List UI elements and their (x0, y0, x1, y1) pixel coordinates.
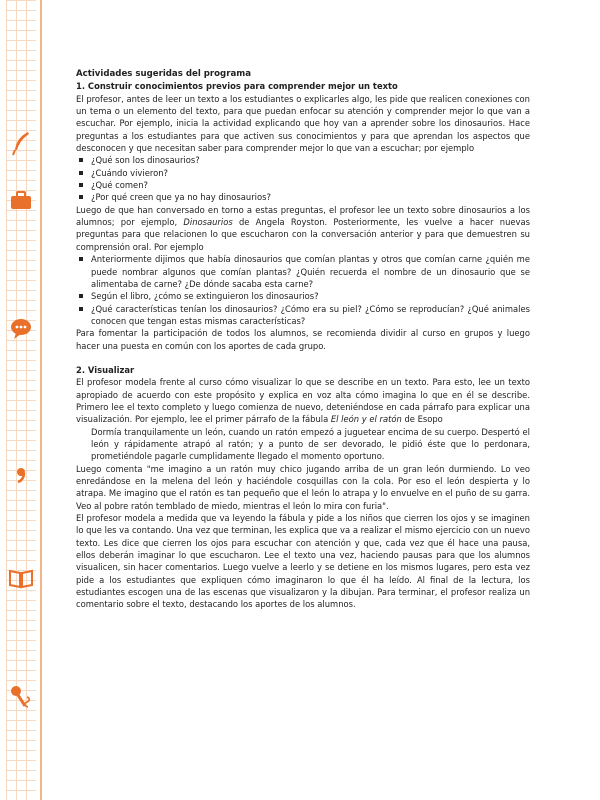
list-item: Según el libro, ¿cómo se extinguieron los dinosaurios? (91, 290, 530, 302)
section-2-paragraph-2: Luego comenta "me imagino a un ratón muy chico jugando arriba de un gran león durmiendo. Lo veo enredándose en la melena del león y haciéndole cosquillas con la cola. Por eso el león despierta y lo atrapa. Me imagino que el ratón es tan pequeño que el león lo atrapa y lo envuelve en el puño de su garra. Veo al pobre ratón temblado de miedo, mientras el león lo mira con furia". (76, 463, 530, 511)
document-body (76, 68, 530, 611)
section-1-heading: 1. Construir conocimientos previos para comprender mejor un texto (76, 81, 398, 92)
list-item: ¿Qué comen? (91, 179, 530, 191)
margin-line (40, 0, 42, 800)
briefcase-icon (8, 187, 34, 213)
text-span: Luego de que han conversado en torno a estas preguntas, el profesor lee un texto sobre dinosaurios a los alumnos; por ejemplo, (76, 204, 530, 228)
text-span: El profesor modela frente al curso cómo visualizar lo que se describe en un texto. Para esto, lee un texto apropiado de acuerdo con este propósito y explica en voz alta cómo imagina lo que en él se describe. Primero lee el texto completo y luego comienza de nuevo, deteniéndose en cada párrafo para explicar una visualización. Por ejemplo, lee el primer párrafo de la fábula (76, 377, 530, 425)
section-2-paragraph-3: El profesor modela a medida que va leyendo la fábula y pide a los niños que cierren los ojos y se imaginen lo que les va contando. Una vez que terminan, les explica que va a realizar el mismo ejercicio con un nuevo texto. Les dice que cierren los ojos para escuchar con atención y que, cada vez que él hace una pausa, ellos deberán imaginar lo que escucharon. Lee el texto una vez, haciendo pausas para que los alumnos visualicen, sin hacer comentarios. Luego vuelve a leerlo y se detiene en los mismos lugares, pero esta vez pide a los estudiantes que expliquen cómo imaginaron lo que él ha leído. Al final de la lectura, los estudiantes escogen una de las escenas que visualizaron y la dibujan. Para terminar, el profesor realiza un comentario sobre el texto, destacando los aportes de los alumnos. (76, 513, 530, 610)
speech-bubble-icon (8, 316, 34, 342)
book-title: Dinosaurios (183, 217, 233, 228)
microphone-icon (8, 684, 34, 710)
open-book-icon (8, 565, 34, 591)
section-2-heading: 2. Visualizar (76, 364, 135, 375)
text-span: de Esopo (401, 414, 443, 425)
question-list-1 (76, 154, 530, 203)
comma-icon (8, 462, 34, 488)
question-list-2 (76, 253, 530, 327)
page-title: Actividades sugeridas del programa (76, 69, 251, 79)
list-item: ¿Qué características tenían los dinosaurios? ¿Cómo era su piel? ¿Cómo se reproducían? ¿Qué animales conocen que tengan estas mismas características? (91, 303, 530, 326)
section-1-paragraph-2 (76, 204, 530, 253)
margin-grid (6, 0, 36, 800)
section-1-paragraph-3: Para fomentar la participación de todos los alumnos, se recomienda dividir al curso en grupos y luego hacer una puesta en común con los aportes de cada grupo. (76, 328, 530, 351)
section-1-paragraph-1: El profesor, antes de leer un texto a los estudiantes o explicarles algo, les pide que realicen conexiones con un tema o un elemento del texto, para que puedan enfocar su atención y comprender mejor lo que van a escuchar. Por ejemplo, inicia la actividad explicando que hoy van a aprender sobre los dinosaurios. Hace preguntas a los estudiantes para que activen sus conocimientos y para que aprendan los aspectos que desconocen y que necesitan saber para comprender mejor lo que van a escuchar; por ejemplo (76, 93, 530, 154)
fable-quote: Dormía tranquilamente un león, cuando un ratón empezó a juguetear encima de su cuerpo. Despertó el león y rápidamente atrapó al ratón; y a punto de ser devorado, le pidió éste que lo perdonara, prometiéndole pagarle cumplidamente llegado el momento oportuno. (91, 426, 530, 462)
fable-title: El león y el ratón (330, 414, 402, 425)
list-item: ¿Qué son los dinosaurios? (91, 154, 530, 166)
list-item: ¿Por qué creen que ya no hay dinosaurios? (91, 191, 530, 203)
text-span: de Angela Royston. Posteriormente, les vuelve a hacer nuevas preguntas para que relacionen lo que escucharon con la conversación anterior y para que demuestren su comprensión oral. Por ejemplo (76, 217, 530, 252)
section-2-paragraph-1 (76, 376, 530, 425)
list-item: ¿Cuándo vivieron? (91, 167, 530, 179)
list-item: Anteriormente dijimos que había dinosaurios que comían plantas y otros que comían carne ¿quién me puede nombrar algunos que comían plantas? ¿Quién recuerda el nombre de un dinosaurio que se alimentaba de carne? ¿De dónde sacaba esta carne? (91, 254, 530, 289)
decorative-margin (0, 0, 42, 800)
feather-pen-icon (8, 130, 34, 156)
